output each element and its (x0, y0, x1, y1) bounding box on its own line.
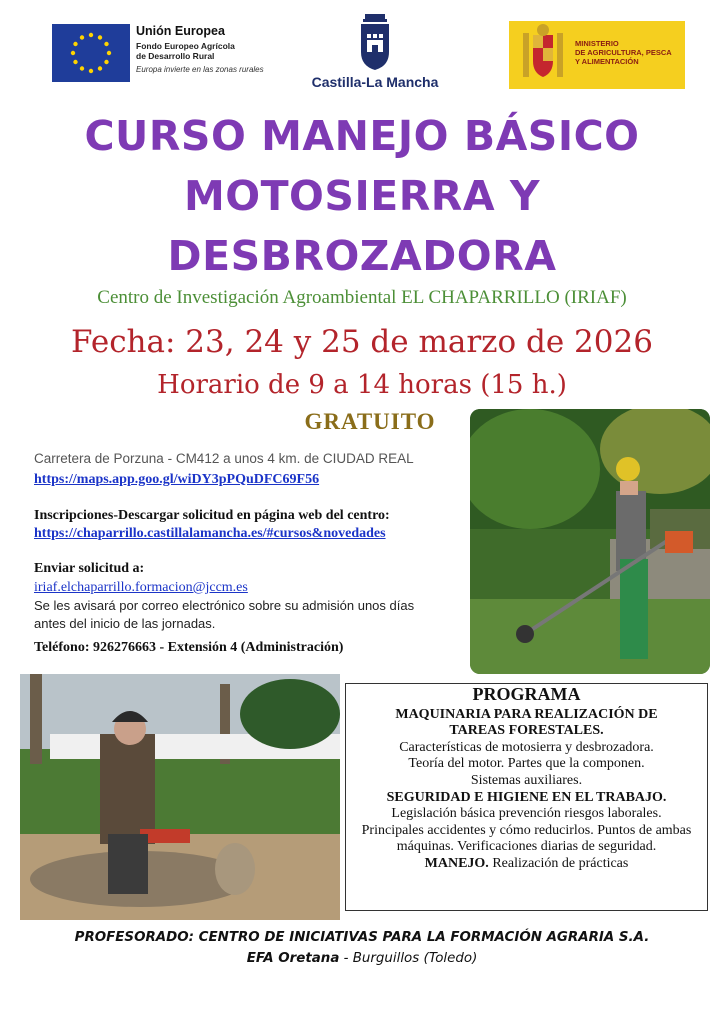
profesorado-block (20, 927, 704, 969)
title-line1: CURSO MANEJO BÁSICO (84, 112, 640, 160)
eu-stars-icon (52, 24, 130, 82)
ministry-line2: DE AGRICULTURA, PESCA (575, 48, 672, 57)
maps-link[interactable]: https://maps.app.goo.gl/wiDY3pPQuDFC69F56 (34, 472, 320, 487)
profesorado-line2 (20, 948, 704, 969)
program-section2-line2: Principales accidentes y cómo reducirlos. Puntos de ambas máquinas. Verificaciones diarias de seguridad. (361, 822, 692, 855)
aviso-line2: antes del inicio de las jornadas. (34, 616, 216, 631)
web-link[interactable]: https://chaparrillo.castillalamancha.es/#cursos&novedades (34, 526, 386, 541)
eu-flag-logo (52, 24, 130, 82)
enviar-label: Enviar solicitud a: (34, 561, 145, 576)
program-section3-title: MANEJO. (424, 855, 489, 871)
castle-shield-icon (305, 12, 445, 72)
center-subtitle: Centro de Investigación Agroambiental EL CHAPARRILLO (IRIAF) (97, 287, 627, 308)
eu-title: Unión Europea (136, 24, 225, 38)
aviso-line1: Se les avisará por correo electrónico sobre su admisión unos días (34, 598, 415, 613)
course-schedule: Horario de 9 a 14 horas (15 h.) (157, 370, 567, 400)
program-section1-line1: Características de motosierra y desbrozadora. (399, 739, 654, 755)
course-title (30, 106, 694, 286)
program-section2-title: SEGURIDAD E HIGIENE EN EL TRABAJO. (386, 789, 667, 805)
free-label: GRATUITO (304, 409, 436, 434)
coat-of-arms-icon (513, 21, 573, 89)
ministry-line1: MINISTERIO (575, 39, 619, 48)
castilla-la-mancha-logo (305, 12, 445, 92)
program-section3 (346, 856, 707, 873)
title-line2: MOTOSIERRA Y (183, 172, 541, 220)
ministry-line3: Y ALIMENTACIÓN (575, 57, 639, 66)
telefono-text: Teléfono: 926276663 - Extensión 4 (Administración) (34, 640, 344, 655)
profesorado-entity: FORMACIÓN AGRARIA S.A. (450, 930, 650, 945)
course-date: Fecha: 23, 24 y 25 de marzo de 2026 (71, 324, 653, 360)
program-section1-line2: Teoría del motor. Partes que la componen. (408, 756, 645, 772)
eu-fund-line1: Fondo Europeo Agrícola (136, 41, 235, 51)
address-text: Carretera de Porzuna - CM412 a unos 4 km. de CIUDAD REAL (34, 451, 414, 466)
inscripciones-label: Inscripciones-Descargar solicitud en página web del centro: (34, 508, 390, 523)
program-section1-title: MAQUINARIA PARA REALIZACIÓN DE TAREAS FORESTALES. (395, 706, 658, 739)
brushcutter-photo (470, 409, 710, 674)
chainsaw-worker-image (20, 674, 340, 920)
chainsaw-photo (20, 674, 340, 920)
profesorado-location: - Burguillos (Toledo) (339, 951, 478, 966)
title-line3: DESBROZADORA (167, 232, 557, 280)
brushcutter-worker-image (470, 409, 710, 674)
program-section3-text: Realización de prácticas (488, 855, 629, 871)
program-section1-line3: Sistemas auxiliares. (470, 772, 583, 788)
region-name: Castilla-La Mancha (311, 74, 439, 90)
profesorado-prefix: PROFESORADO: CENTRO DE INICIATIVAS PARA LA (74, 930, 451, 945)
ministry-name (575, 39, 683, 66)
email-link[interactable]: iriaf.elchaparrillo.formacion@jccm.es (34, 580, 248, 595)
profesorado-efa: EFA Oretana (246, 951, 340, 966)
program-title: PROGRAMA (472, 684, 581, 704)
program-section2-line1: Legislación básica prevención riesgos laborales. (391, 806, 662, 822)
ministry-logo (509, 21, 685, 89)
eu-motto: Europa invierte en las zonas rurales (136, 65, 264, 74)
eu-fund-line2: de Desarrollo Rural (136, 51, 215, 61)
eu-logo-text (136, 24, 296, 74)
program-box (345, 683, 708, 911)
profesorado-line1 (20, 927, 704, 948)
